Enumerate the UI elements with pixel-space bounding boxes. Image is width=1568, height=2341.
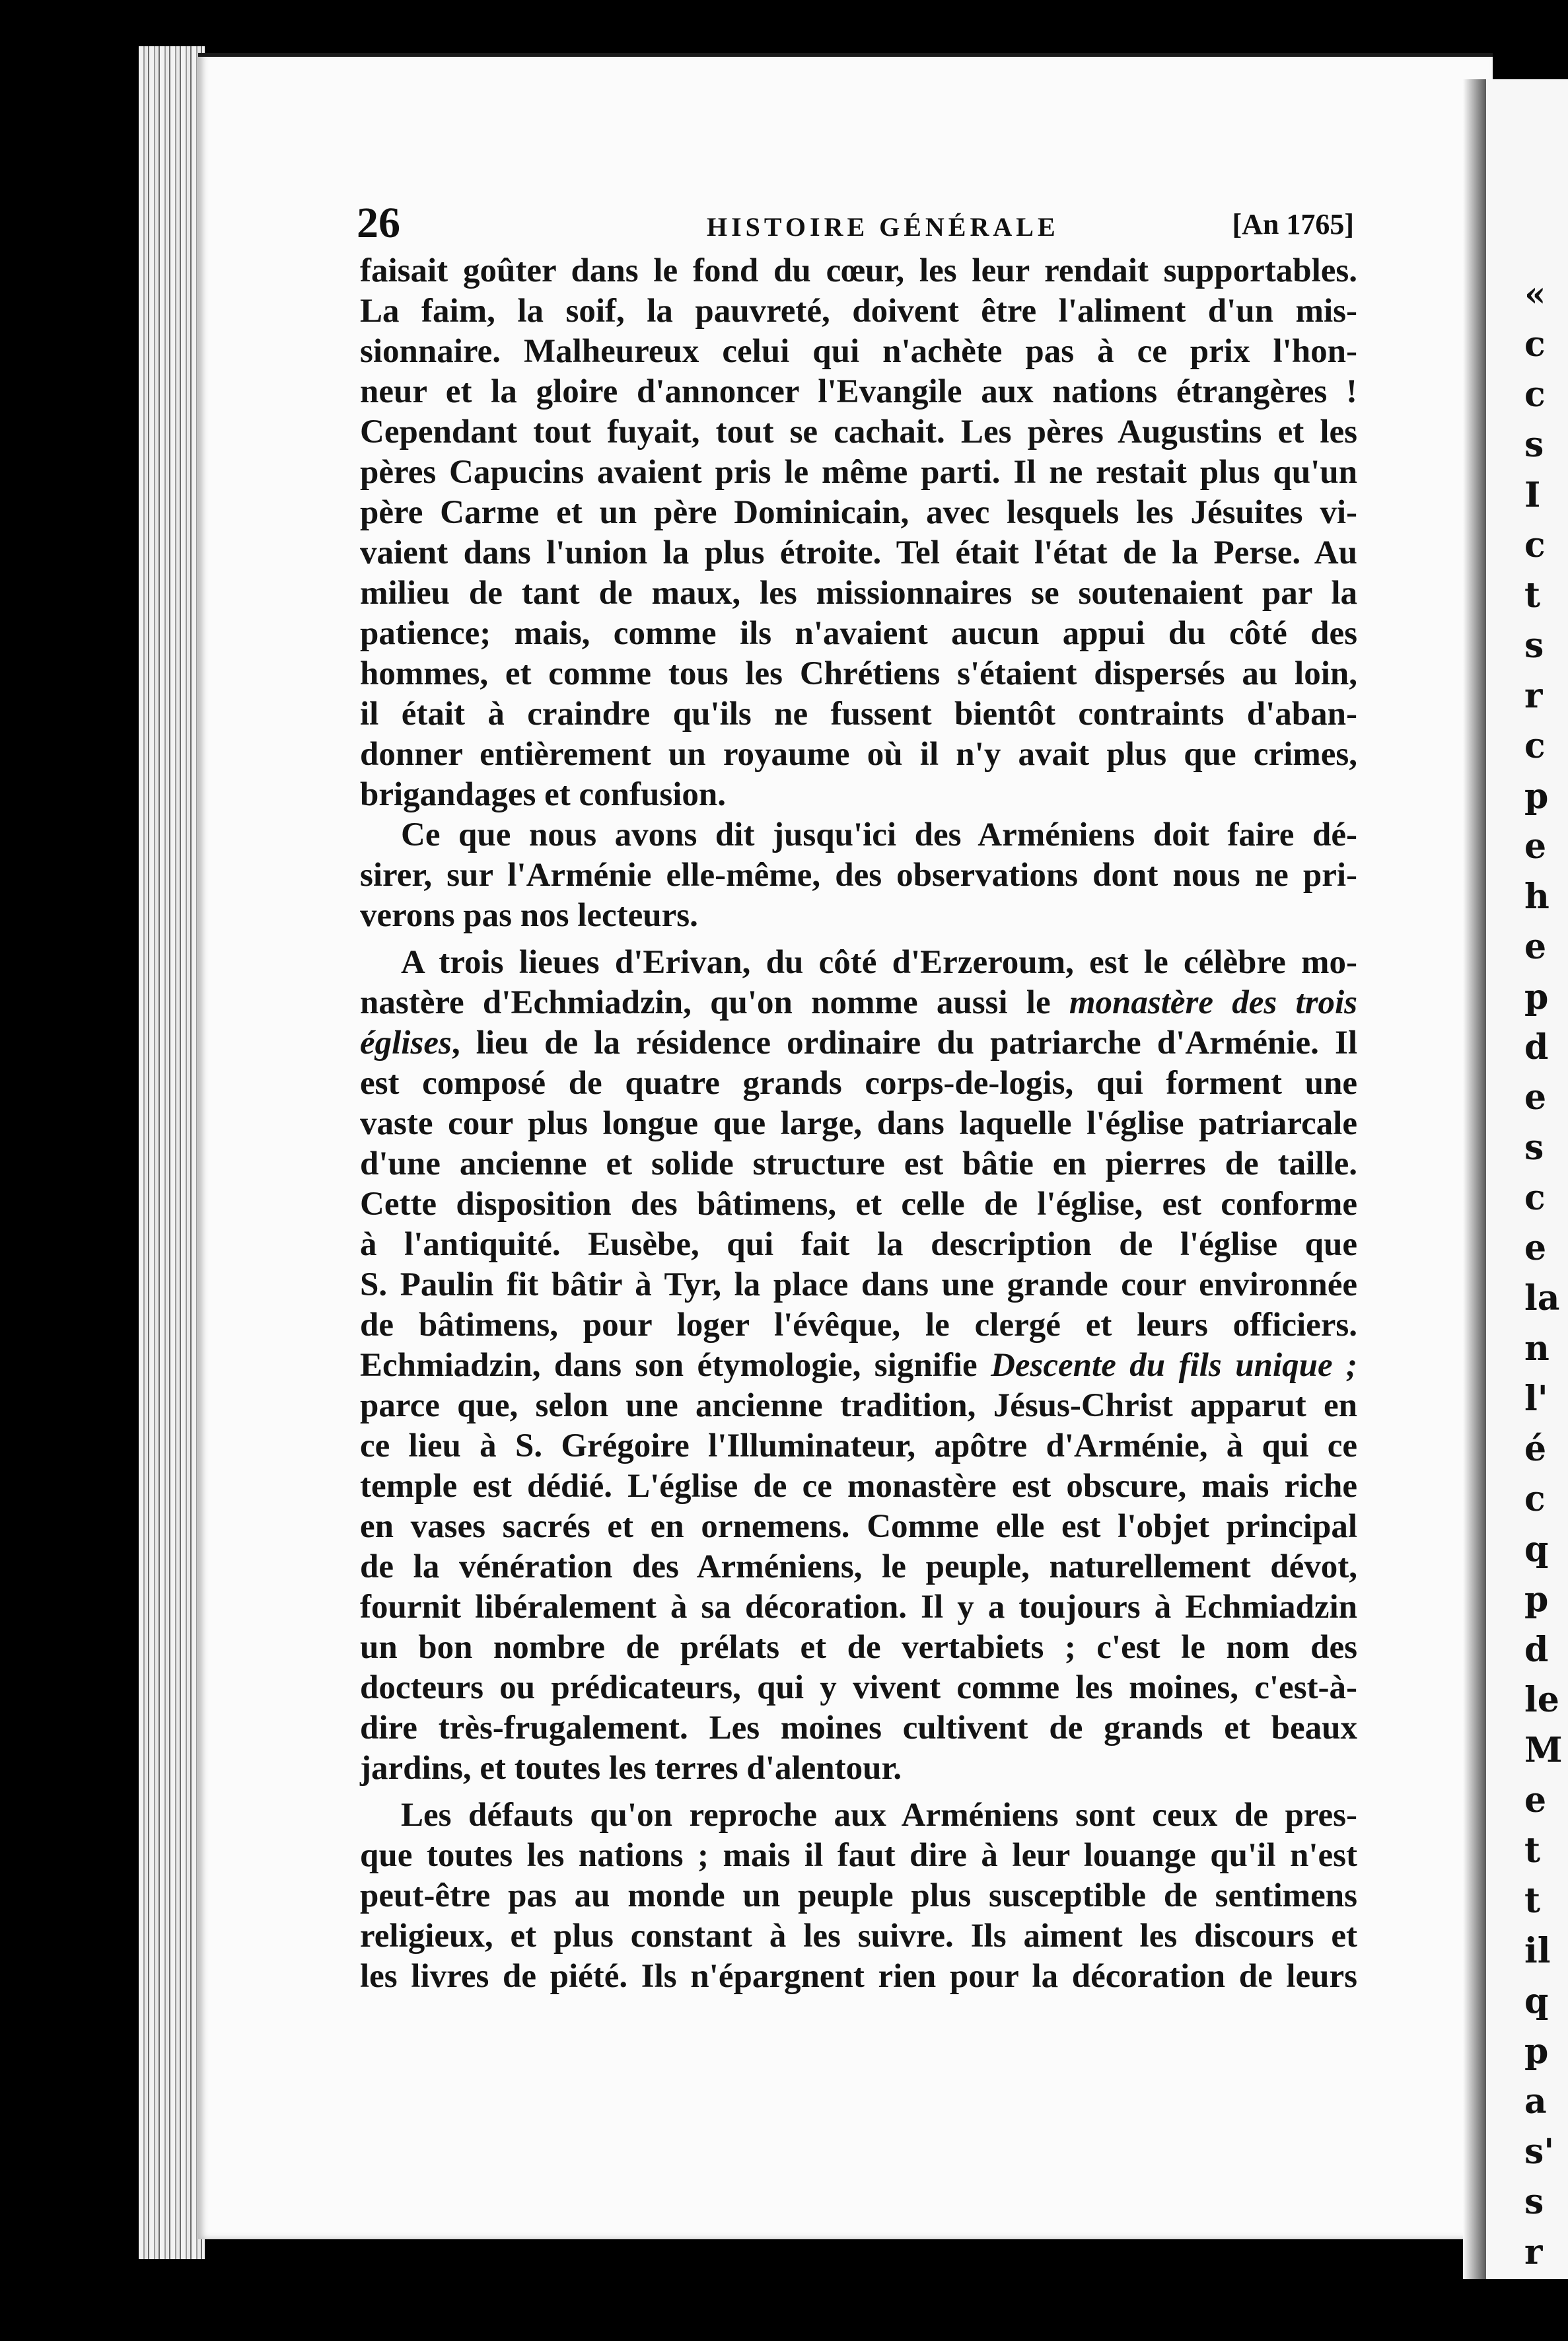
text-line: à l'antiquité. Eusèbe, qui fait la description de l'église que xyxy=(360,1226,1357,1263)
facing-page-letter: s' xyxy=(1524,2132,1555,2172)
facing-page-letter: le xyxy=(1524,1680,1559,1720)
text-line: peut-être pas au monde un peuple plus susceptible de sentimens xyxy=(360,1877,1357,1914)
facing-page-letter: s xyxy=(1524,425,1544,465)
page-number: 26 xyxy=(357,199,400,247)
text-line: parce que, selon une ancienne tradition, Jésus-Christ apparut en xyxy=(360,1387,1357,1424)
facing-page-letter: t xyxy=(1524,1881,1541,1921)
text-line: Les défauts qu'on reproche aux Arméniens sont ceux de pres- xyxy=(401,1797,1357,1834)
text-line: S. Paulin fit bâtir à Tyr, la place dans une grande cour environnée xyxy=(360,1266,1357,1303)
facing-page-letter: t xyxy=(1524,575,1541,616)
text-line: en vases sacrés et en ornemens. Comme elle est l'objet principal xyxy=(360,1508,1357,1545)
text-line: que toutes les nations ; mais il faut dire à leur louange qu'il n'est xyxy=(360,1837,1357,1874)
text-line: religieux, et plus constant à les suivre. Ils aiment les discours et xyxy=(360,1918,1357,1955)
facing-page-letter: c xyxy=(1524,726,1546,766)
text-segment: , lieu de la résidence ordinaire du patriarche d'Arménie. Il xyxy=(451,1025,1357,1062)
facing-page-letter: d xyxy=(1524,1630,1549,1670)
facing-page-letter: r xyxy=(1524,676,1543,716)
text-line: temple est dédié. L'église de ce monastère est obscure, mais riche xyxy=(360,1468,1357,1505)
text-line: pères Capucins avaient pris le même parti. Il ne restait plus qu'un xyxy=(360,454,1357,491)
facing-page-letter: e xyxy=(1524,826,1547,867)
text-segment: Echmiadzin, dans son étymologie, signifie xyxy=(360,1347,991,1384)
text-line xyxy=(360,1023,1357,1063)
text-line: un bon nombre de prélats et de vertabiets ; c'est le nom des xyxy=(360,1629,1357,1666)
facing-page-letter: e xyxy=(1524,1228,1547,1268)
text-segment: nastère d'Echmiadzin, qu'on nomme aussi le xyxy=(360,984,1069,1021)
text-line: patience; mais, comme ils n'avaient aucun appui du côté des xyxy=(360,615,1357,652)
text-line: verons pas nos lecteurs. xyxy=(360,897,698,934)
facing-page-letter: s xyxy=(1524,2182,1544,2222)
facing-page-letter: e xyxy=(1524,1077,1547,1118)
text-line: A trois lieues d'Erivan, du côté d'Erzeroum, est le célèbre mo- xyxy=(401,944,1357,981)
text-line: il était à craindre qu'ils ne fussent bientôt contraints d'aban- xyxy=(360,696,1357,733)
facing-page-letter: p xyxy=(1524,1579,1549,1620)
facing-page-letter: il xyxy=(1524,1931,1551,1971)
text-line: docteurs ou prédicateurs, qui y vivent comme les moines, c'est-à- xyxy=(360,1669,1357,1706)
text-line: brigandages et confusion. xyxy=(360,776,726,813)
text-line xyxy=(360,983,1357,1023)
facing-page-letter: c xyxy=(1524,375,1546,415)
facing-page-letter: M xyxy=(1524,1730,1563,1770)
italic-title: églises xyxy=(360,1025,452,1062)
body-text xyxy=(360,251,1357,1997)
text-line: ce lieu à S. Grégoire l'Illuminateur, apôtre d'Arménie, à qui ce xyxy=(360,1427,1357,1464)
text-line: de la vénération des Arméniens, le peuple, naturellement dévot, xyxy=(360,1548,1357,1585)
text-line: La faim, la soif, la pauvreté, doivent être l'aliment d'un mis- xyxy=(360,293,1357,330)
facing-page-letter: s xyxy=(1524,1128,1544,1168)
facing-page-letter: c xyxy=(1524,1479,1546,1519)
text-line: Ce que nous avons dit jusqu'ici des Arméniens doit faire dé- xyxy=(401,816,1357,853)
text-line: de bâtimens, pour loger l'évêque, le clergé et leurs officiers. xyxy=(360,1307,1357,1344)
facing-page-letter: e xyxy=(1524,927,1547,967)
text-line: jardins, et toutes les terres d'alentour. xyxy=(360,1750,902,1787)
facing-page-letter: é xyxy=(1524,1429,1547,1469)
italic-title: Descente du fils unique ; xyxy=(991,1347,1358,1384)
text-line: Cependant tout fuyait, tout se cachait. Les pères Augustins et les xyxy=(360,414,1357,450)
facing-page-letter: l' xyxy=(1524,1379,1548,1419)
facing-page-letter: t xyxy=(1524,1830,1541,1871)
facing-page-letter: q xyxy=(1524,1981,1549,2021)
facing-page-letter: c xyxy=(1524,525,1546,565)
text-line xyxy=(360,1346,1357,1386)
text-line: sirer, sur l'Arménie elle-même, des observations dont nous ne pri- xyxy=(360,857,1357,894)
text-line: donner entièrement un royaume où il n'y avait plus que crimes, xyxy=(360,736,1357,773)
text-line: milieu de tant de maux, les missionnaires se soutenaient par la xyxy=(360,575,1357,612)
text-line: neur et la gloire d'annoncer l'Evangile aux nations étrangères ! xyxy=(360,373,1357,410)
facing-page-letter: d xyxy=(1524,1027,1549,1067)
facing-page-letter: s xyxy=(1524,626,1544,666)
text-line: faisait goûter dans le fond du cœur, les leur rendait supportables. xyxy=(360,252,1357,289)
facing-page-letter: q xyxy=(1524,1529,1549,1569)
facing-page-letter: e xyxy=(1524,1780,1547,1820)
facing-page-letter: la xyxy=(1524,1278,1560,1318)
page-top-rule xyxy=(198,53,1493,57)
facing-page-letter: « xyxy=(1524,274,1546,314)
text-line: père Carme et un père Dominicain, avec lesquels les Jésuites vi- xyxy=(360,494,1357,531)
text-line: dire très-frugalement. Les moines cultivent de grands et beaux xyxy=(360,1710,1357,1747)
text-line: vaient dans l'union la plus étroite. Tel était l'état de la Perse. Au xyxy=(360,534,1357,571)
facing-page-letter: p xyxy=(1524,2031,1549,2071)
facing-page-letter: c xyxy=(1524,1178,1546,1218)
text-line: sionnaire. Malheureux celui qui n'achète pas à ce prix l'hon- xyxy=(360,333,1357,370)
running-title: HISTOIRE GÉNÉRALE xyxy=(707,212,1059,242)
page-header xyxy=(357,198,1354,251)
book-page-edges xyxy=(139,46,205,2259)
facing-page-letter: I xyxy=(1524,475,1541,515)
text-line: vaste cour plus longue que large, dans laquelle l'église patriarcale xyxy=(360,1105,1357,1142)
text-line: fournit libéralement à sa décoration. Il y a toujours à Echmiadzin xyxy=(360,1589,1357,1626)
facing-page-letter: c xyxy=(1524,324,1546,365)
year-marker: [An 1765] xyxy=(1232,208,1354,240)
facing-page-letter: p xyxy=(1524,776,1549,816)
text-line: Cette disposition des bâtimens, et celle de l'église, est conforme xyxy=(360,1186,1357,1223)
italic-title: monastère des trois xyxy=(1069,984,1357,1021)
facing-page-letter: h xyxy=(1524,877,1550,917)
text-line: est composé de quatre grands corps-de-logis, qui forment une xyxy=(360,1065,1357,1102)
facing-page-letter: r xyxy=(1524,2232,1543,2272)
text-line: les livres de piété. Ils n'épargnent rien pour la décoration de leurs xyxy=(360,1958,1357,1995)
text-line: d'une ancienne et solide structure est bâtie en pierres de taille. xyxy=(360,1145,1357,1182)
facing-page-letter: a xyxy=(1524,2081,1547,2122)
facing-page-letter: n xyxy=(1524,1328,1550,1369)
facing-page-letter: p xyxy=(1524,977,1549,1017)
text-line: hommes, et comme tous les Chrétiens s'étaient dispersés au loin, xyxy=(360,655,1357,692)
